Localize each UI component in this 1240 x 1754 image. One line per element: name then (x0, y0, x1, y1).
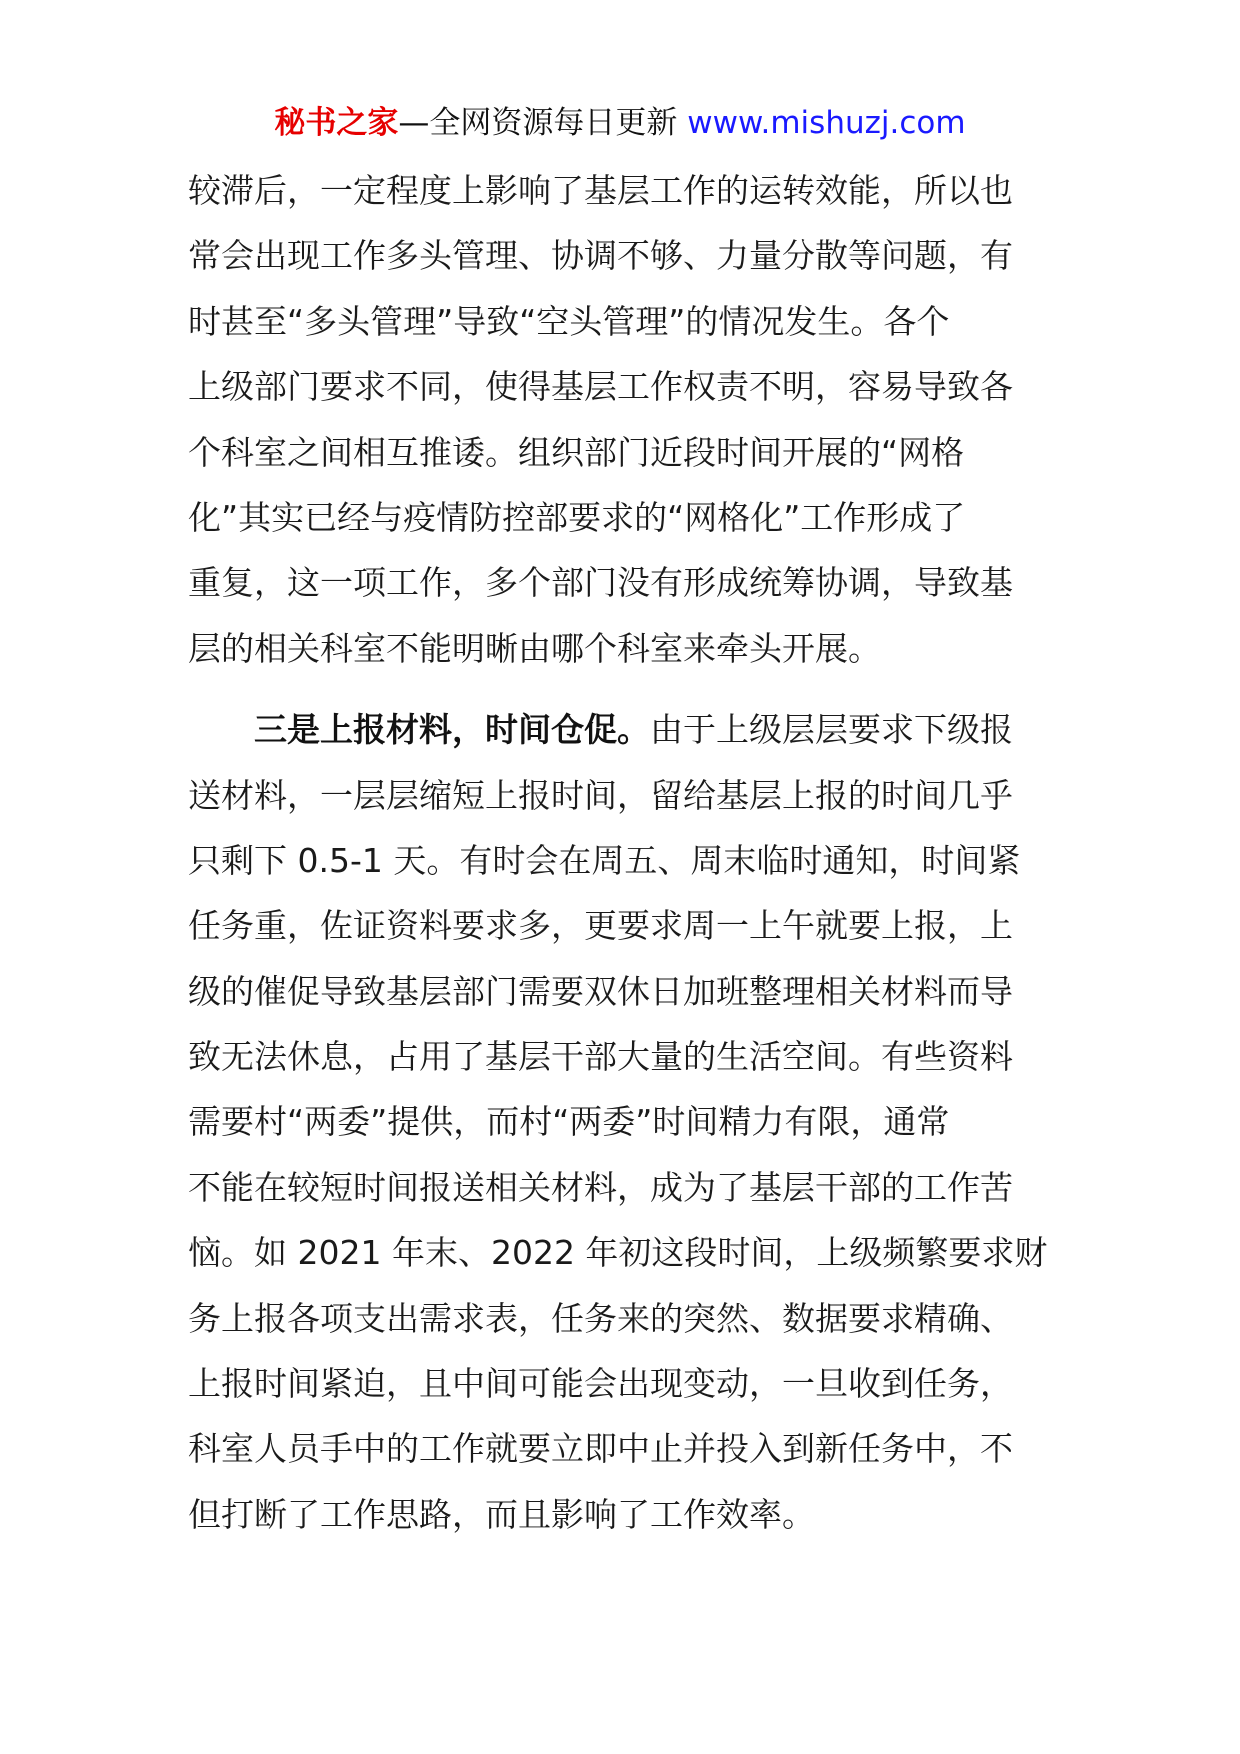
text-line: 务上报各项支出需求表，任务来的突然、数据要求精确、 (188, 1298, 1013, 1338)
text-line: 个科室之间相互推诿。组织部门近段时间开展的“网格 (188, 432, 965, 472)
text-line: 上级部门要求不同，使得基层工作权责不明，容易导致各 (188, 367, 1013, 407)
text-line: 恼。如 2021 年末、2022 年初这段时间，上级频繁要求财 (188, 1233, 1048, 1273)
text-line: 级的催促导致基层部门需要双休日加班整理相关材料而导 (188, 971, 1013, 1011)
brand-name: 秘书之家 (274, 105, 399, 141)
site-url-link[interactable]: www.mishuzj.com (687, 105, 966, 141)
document-body (188, 158, 1054, 1547)
page-header (0, 100, 1240, 146)
first-line-text: 由于上级层层要求下级报 (650, 710, 1013, 750)
paragraph-2 (188, 697, 1054, 1547)
text-line: 时甚至“多头管理”导致“空头管理”的情况发生。各个 (188, 301, 950, 341)
text-line: 常会出现工作多头管理、协调不够、力量分散等问题，有 (188, 236, 1013, 276)
text-line: 送材料，一层层缩短上报时间，留给基层上报的时间几乎 (188, 775, 1013, 815)
text-line: 化”其实已经与疫情防控部要求的“网格化”工作形成了 (188, 497, 966, 537)
text-line: 重复，这一项工作，多个部门没有形成统筹协调，导致基 (188, 563, 1013, 603)
text-line: 层的相关科室不能明晰由哪个科室来牵头开展。 (188, 628, 881, 668)
text-line: 不能在较短时间报送相关材料，成为了基层干部的工作苦 (188, 1167, 1013, 1207)
text-line: 只剩下 0.5-1 天。有时会在周五、周末临时通知，时间紧 (188, 840, 1021, 880)
text-line: 致无法休息，占用了基层干部大量的生活空间。有些资料 (188, 1037, 1013, 1077)
text-line: 上报时间紧迫，且中间可能会出现变动，一旦收到任务， (188, 1364, 1013, 1404)
paragraph-lead-heading: 三是上报材料，时间仓促。 (254, 710, 650, 750)
paragraph-1 (188, 158, 1054, 681)
text-line: 任务重，佐证资料要求多，更要求周一上午就要上报，上 (188, 906, 1013, 946)
text-line: 科室人员手中的工作就要立即中止并投入到新任务中，不 (188, 1429, 1013, 1469)
text-line: 但打断了工作思路，而且影响了工作效率。 (188, 1494, 815, 1534)
text-line: 需要村“两委”提供，而村“两委”时间精力有限，通常 (188, 1102, 950, 1142)
text-line: 较滞后，一定程度上影响了基层工作的运转效能，所以也 (188, 171, 1013, 210)
header-slogan: —全网资源每日更新 (398, 105, 678, 141)
text-line-first (188, 697, 1054, 762)
paragraph-spacer (188, 681, 1054, 697)
